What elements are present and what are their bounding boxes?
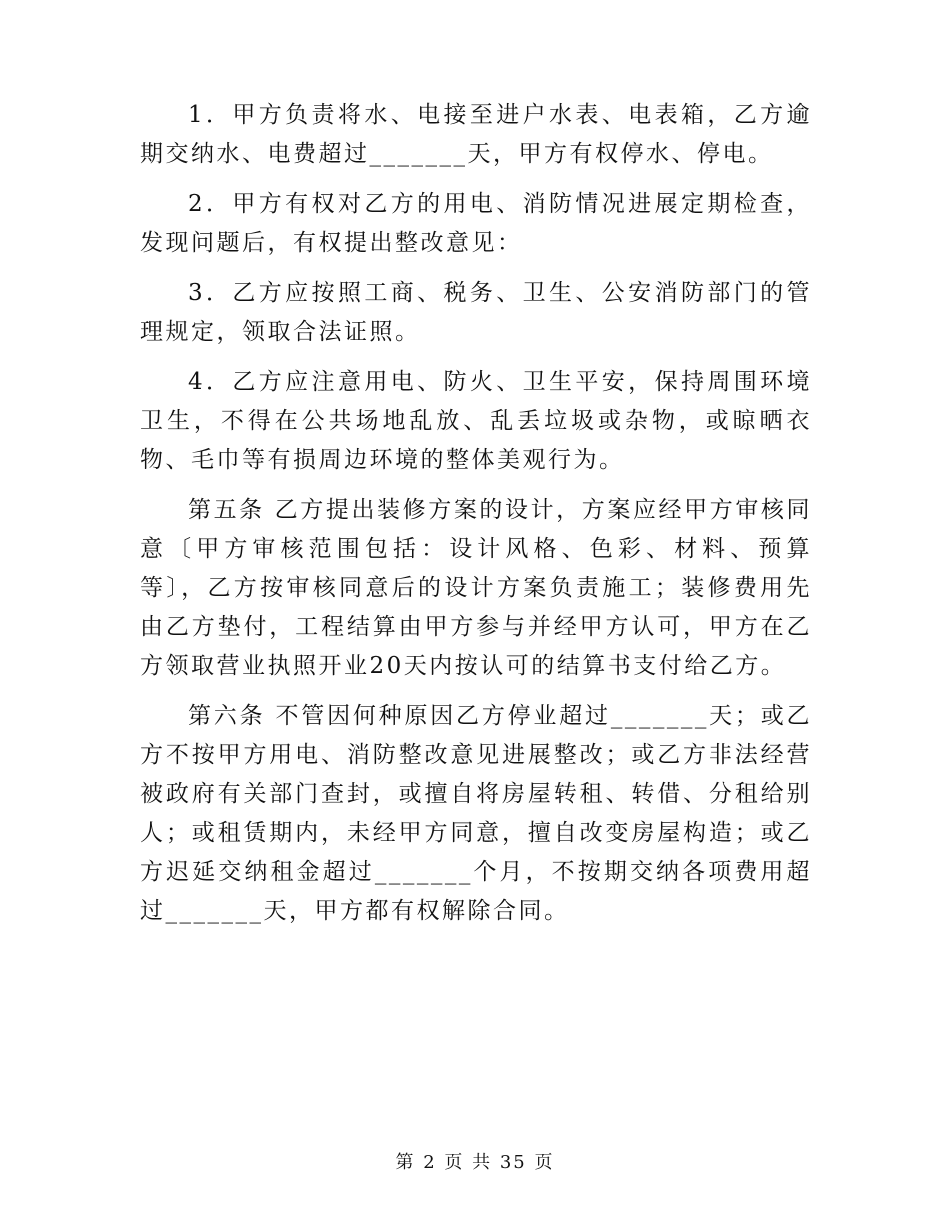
paragraph-article-6: 第六条 不管因何种原因乙方停业超过_______天；或乙方不按甲方用电、消防整改意见进展整改；或乙方非法经营被政府有关部门查封，或擅自将房屋转租、转借、分租给别人；或租赁期内，未经甲方同意，擅自改变房屋构造；或乙方迟延交纳租金超过_______个月，不按期交纳各项费用超过_______天，甲方都有权解除合同。 xyxy=(140,703,812,924)
paragraph-clause-4: 4．乙方应注意用电、防火、卫生平安，保持周围环境卫生，不得在公共场地乱放、乱丢垃圾或杂物，或晾晒衣物、毛巾等有损周边环境的整体美观行为。 xyxy=(140,369,812,473)
paragraph-clause-2: 2．甲方有权对乙方的用电、消防情况进展定期检查，发现问题后，有权提出整改意见： xyxy=(140,191,812,256)
document-body xyxy=(140,96,812,942)
page-number-footer: 第 2 页 共 35 页 xyxy=(395,1152,555,1173)
paragraph-article-5: 第五条 乙方提出装修方案的设计，方案应经甲方审核同意〔甲方审核范围包括：设计风格、色彩、材料、预算等〕，乙方按审核同意后的设计方案负责施工；装修费用先由乙方垫付，工程结算由甲方参与并经甲方认可，甲方在乙方领取营业执照开业20天内按认可的结算书支付给乙方。 xyxy=(140,497,812,679)
paragraph-clause-1: 1．甲方负责将水、电接至进户水表、电表箱，乙方逾期交纳水、电费超过_______天，甲方有权停水、停电。 xyxy=(140,102,812,167)
paragraph-clause-3: 3．乙方应按照工商、税务、卫生、公安消防部门的管理规定，领取合法证照。 xyxy=(140,280,812,345)
